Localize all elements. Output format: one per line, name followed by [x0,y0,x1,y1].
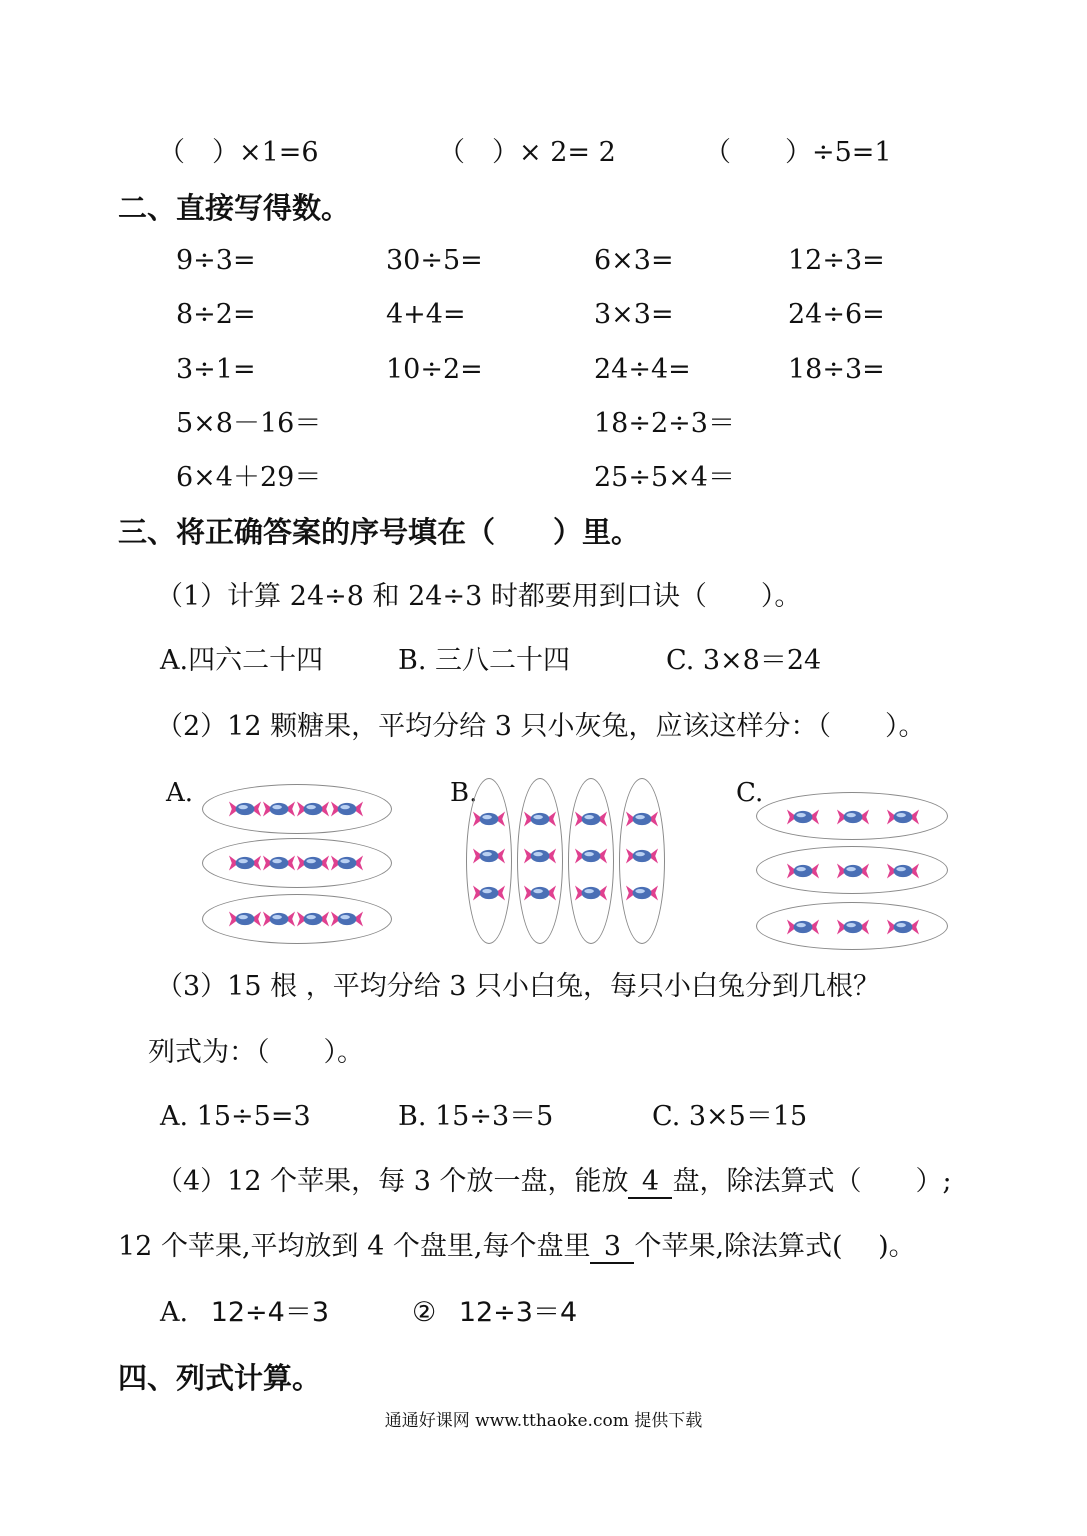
candy-icon [228,852,262,874]
candy-icon [330,852,364,874]
candy-icon [330,798,364,820]
section-4-heading: 四、列式计算。 [118,1361,322,1395]
q2-option-b-label: B. [450,778,478,808]
candy-icon [886,806,920,828]
candy-icon [262,852,296,874]
candy-icon [330,908,364,930]
mixed-calc-item: 25÷5×4＝ [594,462,735,493]
question-3-formula-prompt: 列式为：（ ）。 [148,1037,364,1068]
question-3: （3）15 根 ，平均分给 3 只小白兔，每只小白兔分到几根？ [156,971,881,1002]
q4-line2-text-2: 个苹果,除法算式( )。 [634,1231,916,1262]
candy-icon [262,908,296,930]
calc-item: 3÷1= [176,354,256,385]
calc-item: 8÷2= [176,299,256,330]
candy-icon [472,882,506,904]
page-footer: 通通好课网 www.tthaoke.com 提供下载 [384,1411,703,1431]
mixed-calc-item: 6×4＋29＝ [176,462,322,493]
q3-option-c: C. 3×5＝15 [652,1101,808,1132]
candy-icon [574,882,608,904]
candy-icon [296,798,330,820]
candy-icon [836,860,870,882]
calc-item: 24÷6= [788,299,885,330]
candy-icon [836,916,870,938]
q2-option-a-label: A. [166,778,194,808]
candy-icon [296,908,330,930]
q4-line1-text-2: 盘，除法算式（ ）; [672,1166,952,1197]
calc-item: 18÷3= [788,354,885,385]
q4-answer-blank-2: 3 [590,1232,634,1264]
candy-icon [296,852,330,874]
q4-option-b [412,1296,577,1330]
candy-icon [625,882,659,904]
candy-icon [786,916,820,938]
q3-option-b: B. 15÷3＝5 [398,1101,554,1132]
candy-icon [228,798,262,820]
candy-icon [472,845,506,867]
candy-icon [523,845,557,867]
calc-item: 6×3= [594,245,674,276]
candy-icon [523,808,557,830]
q2-option-c-label: C. [736,778,764,808]
question-1: （1）计算 24÷8 和 24÷3 时都要用到口诀（ ）。 [156,581,802,612]
calc-item: 12÷3= [788,245,885,276]
candy-icon [886,916,920,938]
candy-icon [472,808,506,830]
candy-icon [886,860,920,882]
candy-icon [262,798,296,820]
calc-item: 10÷2= [386,354,483,385]
q4-option-b-expression: 12÷3＝4 [458,1297,578,1328]
calc-item: 4+4= [386,299,466,330]
q4-option-a-label: A. [160,1297,189,1328]
q4-answer-blank-1: 4 [628,1167,672,1199]
calc-item: 24÷4= [594,354,691,385]
calc-item: 30÷5= [386,245,483,276]
q1-option-c: C. 3×8＝24 [666,645,822,676]
q4-option-a-expression: 12÷4＝3 [210,1297,330,1328]
candy-icon [574,808,608,830]
fill-blank-2: （ ）× 2= 2 [438,137,616,168]
q1-option-a: A.四六二十四 [160,645,324,676]
calc-item: 3×3= [594,299,674,330]
calc-item: 9÷3= [176,245,256,276]
candy-icon [625,845,659,867]
section-2-heading: 二、直接写得数。 [118,191,351,225]
candy-icon [786,806,820,828]
candy-icon [836,806,870,828]
q3-option-a: A. 15÷5=3 [160,1101,311,1132]
question-4-line-2 [118,1230,916,1264]
q4-line1-text: （4）12 个苹果，每 3 个放一盘，能放 [156,1166,629,1197]
candy-icon [625,808,659,830]
q4-option-a [160,1296,329,1330]
q4-option-b-label: ② [412,1297,437,1328]
mixed-calc-item: 18÷2÷3＝ [594,408,735,439]
q4-line2-text: 12 个苹果,平均放到 4 个盘里,每个盘里 [118,1231,591,1262]
question-4-line-1 [156,1165,952,1199]
mixed-calc-item: 5×8－16＝ [176,408,322,439]
candy-icon [574,845,608,867]
q1-option-b: B. 三八二十四 [398,645,571,676]
question-2: （2）12 颗糖果，平均分给 3 只小灰兔，应该这样分：（ ）。 [156,711,926,742]
candy-icon [523,882,557,904]
fill-blank-3: （ ）÷5=1 [704,137,892,168]
candy-icon [228,908,262,930]
candy-icon [786,860,820,882]
fill-blank-1: （ ）×1=6 [158,137,319,168]
section-3-heading: 三、将正确答案的序号填在（ ）里。 [118,515,641,549]
